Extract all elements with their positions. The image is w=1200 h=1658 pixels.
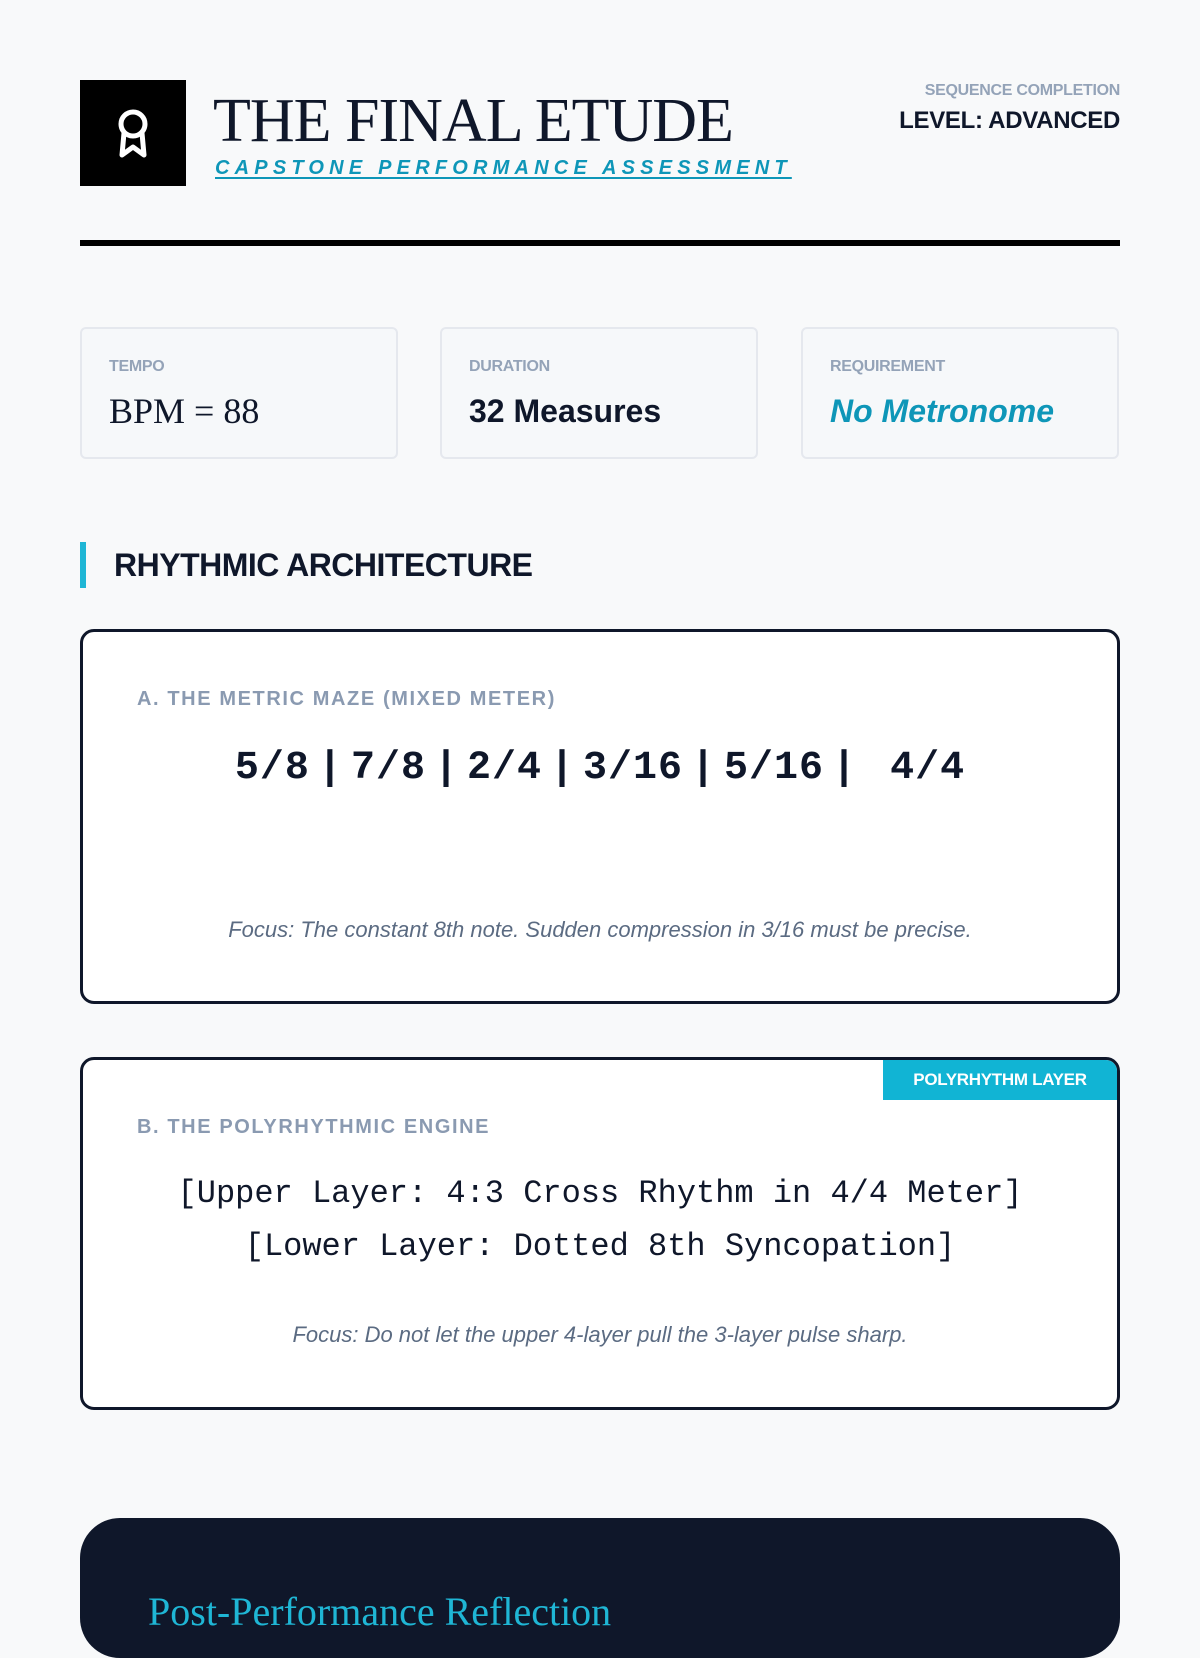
meter: 5/8: [234, 746, 310, 791]
requirement-value: No Metronome: [830, 393, 1054, 429]
exercise-card-metric-maze: [80, 629, 1120, 1004]
meter: 3/16: [583, 746, 684, 791]
exercise-label: A. THE METRIC MAZE (MIXED METER): [137, 688, 556, 710]
meter-separator: |: [691, 746, 717, 791]
sequence-label: SEQUENCE COMPLETION: [924, 82, 1120, 99]
meter-sequence: [123, 736, 1077, 802]
exercise-focus-note: Focus: Do not let the upper 4-layer pull the 3-layer pulse sharp.: [292, 1322, 908, 1347]
exercise-card-polyrhythmic-engine: [80, 1057, 1120, 1410]
requirement-card: [801, 327, 1119, 459]
meter: 2/4: [466, 746, 542, 791]
page-subtitle: CAPSTONE PERFORMANCE ASSESSMENT: [215, 157, 792, 179]
meter: 5/16: [724, 746, 825, 791]
logo-badge: [80, 80, 186, 186]
duration-card: [440, 327, 758, 459]
polyrhythm-badge: POLYRHYTHM LAYER: [883, 1060, 1117, 1100]
layer-description: [123, 1167, 1077, 1273]
reflection-title: Post-Performance Reflection: [148, 1589, 612, 1634]
duration-label: DURATION: [469, 358, 550, 375]
meter-separator: |: [549, 746, 575, 791]
requirement-label: REQUIREMENT: [830, 358, 945, 375]
award-ribbon-icon: [113, 107, 153, 159]
tempo-label: TEMPO: [109, 358, 165, 375]
meter-separator: |: [317, 746, 343, 791]
exercise-label: B. THE POLYRHYTHMIC ENGINE: [137, 1116, 491, 1138]
meter-separator: |: [832, 746, 858, 791]
meter: 7/8: [350, 746, 426, 791]
upper-layer-line: [Upper Layer: 4:3 Cross Rhythm in 4/4 Meter]: [177, 1175, 1023, 1212]
meter: 4/4: [890, 746, 966, 791]
section-title: RHYTHMIC ARCHITECTURE: [114, 547, 533, 583]
exercise-focus-note: Focus: The constant 8th note. Sudden compression in 3/16 must be precise.: [228, 917, 972, 942]
reflection-panel: [80, 1518, 1120, 1658]
lower-layer-line: [Lower Layer: Dotted 8th Syncopation]: [244, 1228, 956, 1265]
duration-value: 32 Measures: [469, 393, 662, 429]
level-indicator: LEVEL: ADVANCED: [899, 107, 1120, 134]
header-divider: [80, 240, 1120, 246]
tempo-value: BPM = 88: [109, 391, 260, 431]
meter-separator: |: [433, 746, 459, 791]
page-title: THE FINAL ETUDE: [213, 87, 733, 155]
section-accent-bar: [80, 542, 86, 588]
tempo-card: [80, 327, 398, 459]
